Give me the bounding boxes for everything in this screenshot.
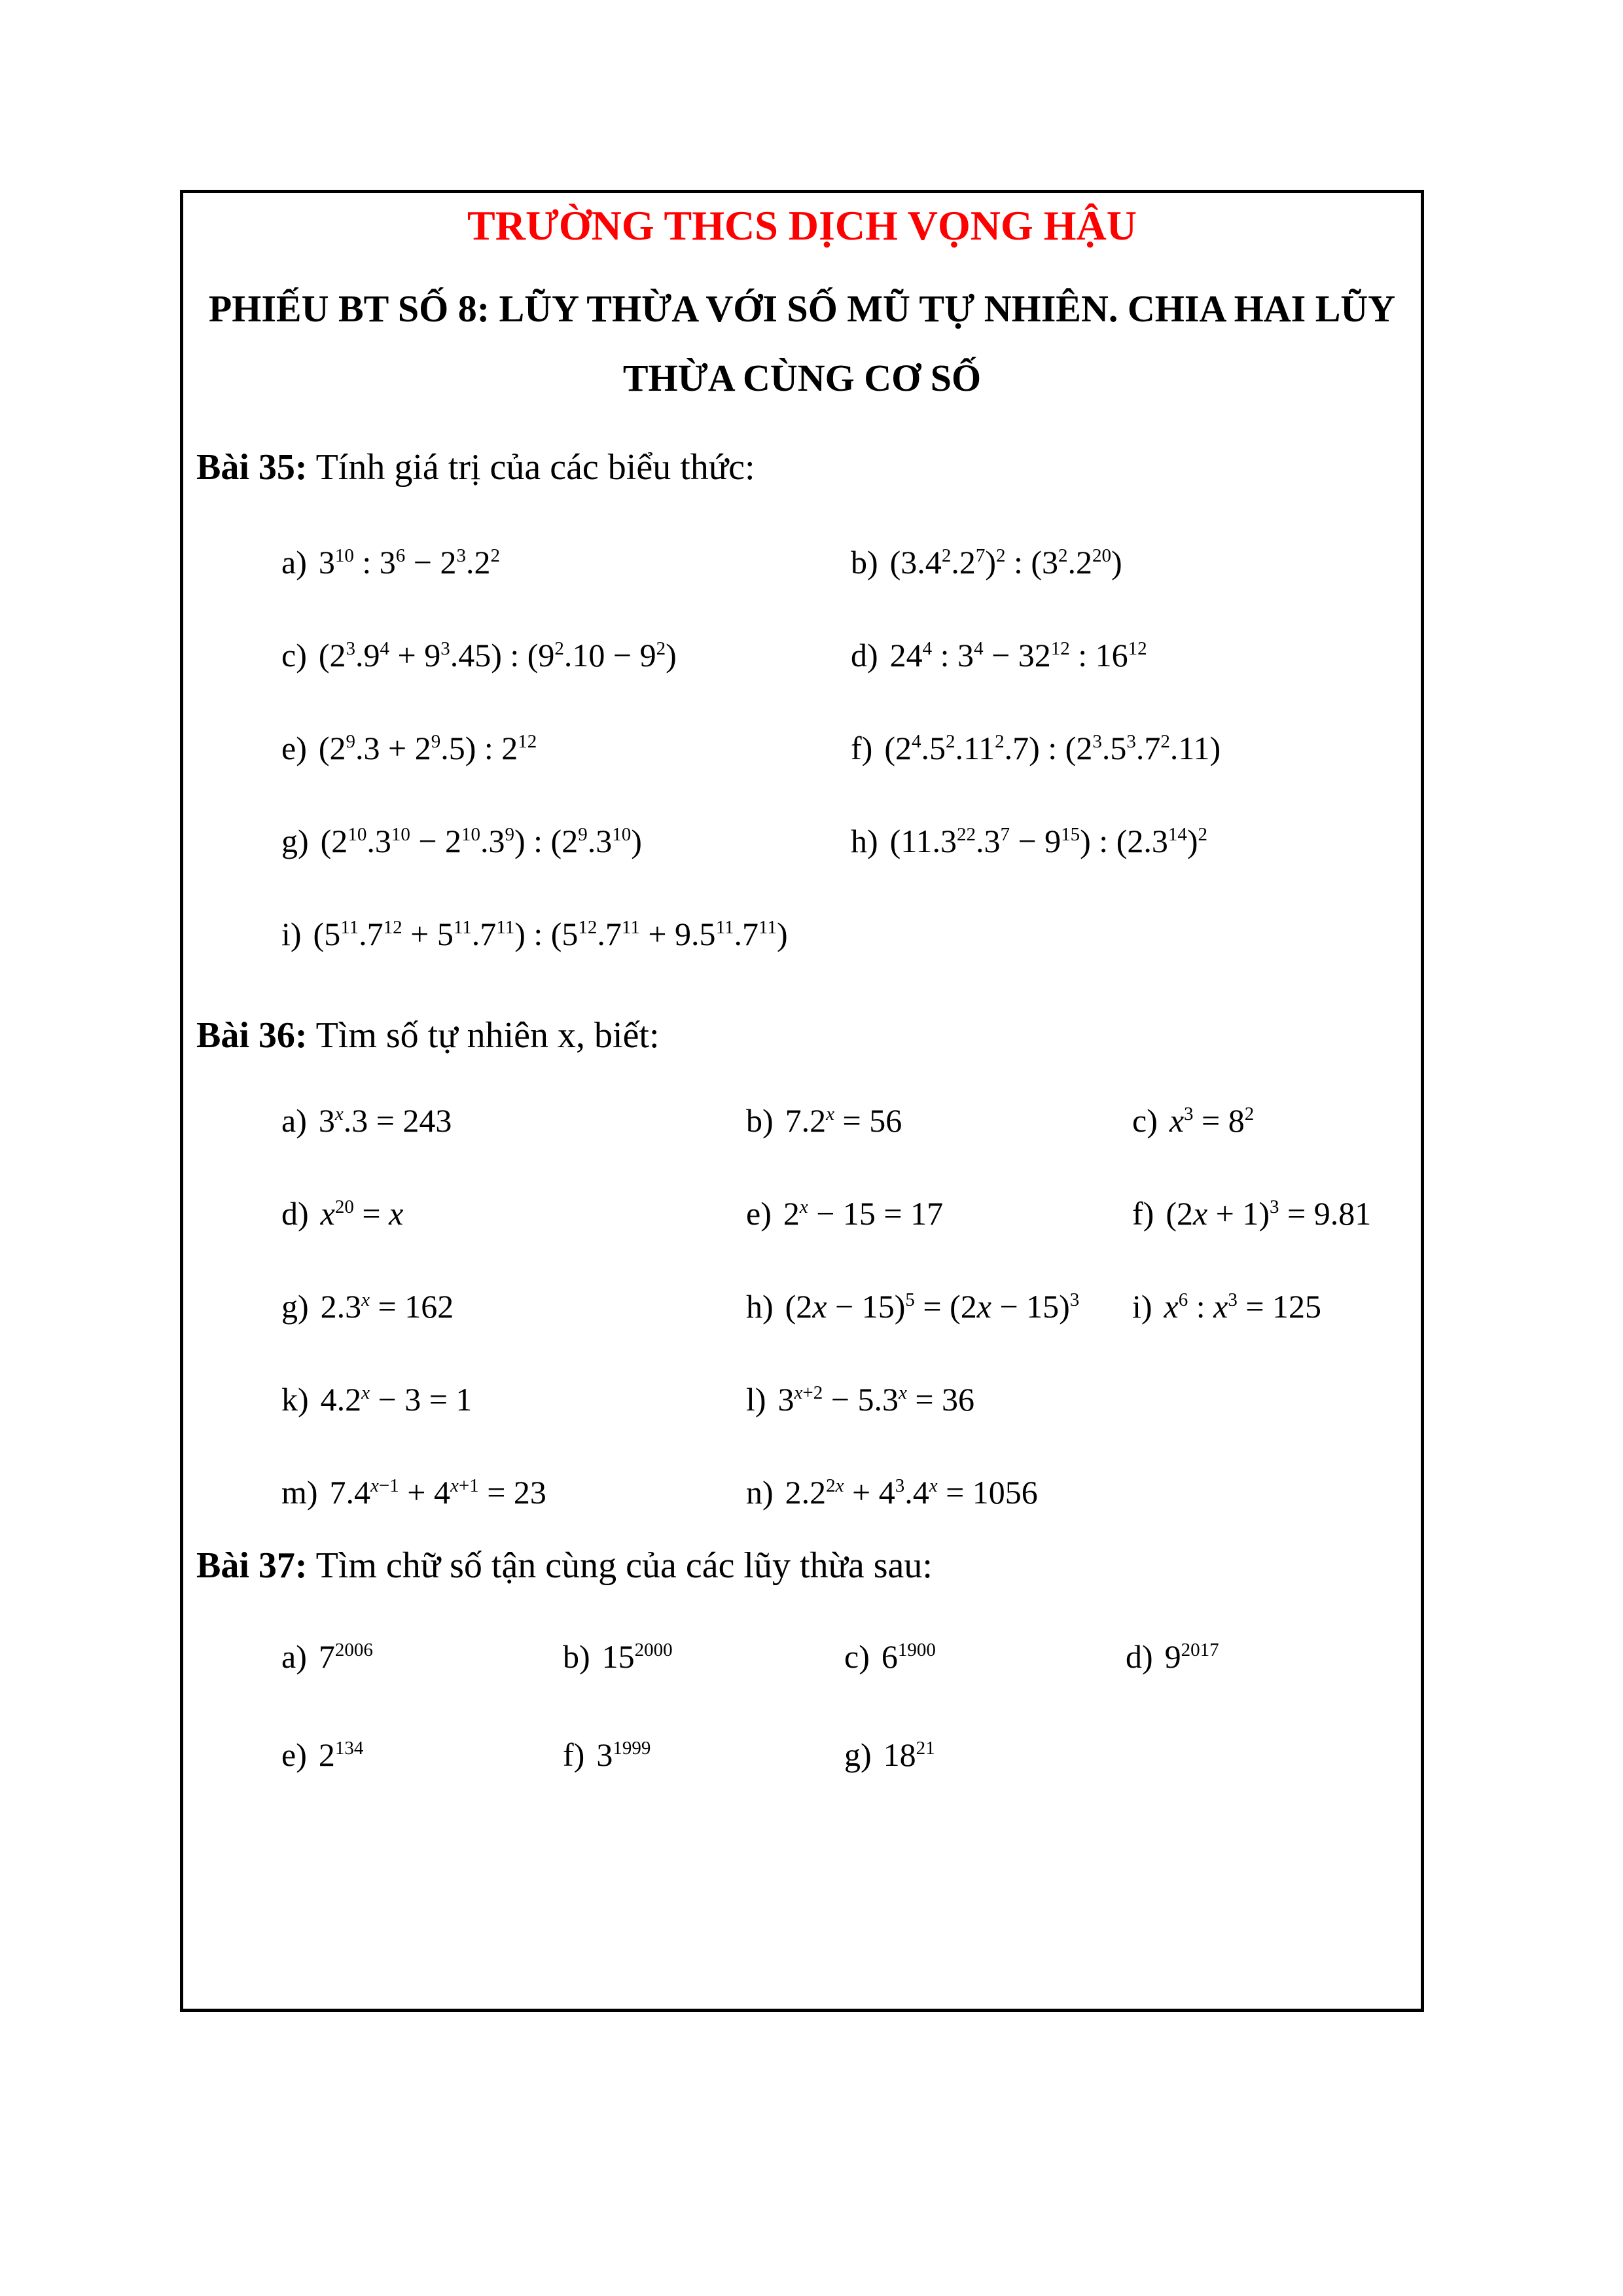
math-expression: $x^6$ : $x^3 = 125$ <box>1164 1288 1322 1325</box>
exercise-item-l <box>648 1380 1034 1418</box>
exercise-row <box>183 1607 1421 1706</box>
math-expression: $15^{2000}$ <box>601 1638 673 1675</box>
exercise-item-d <box>1027 1638 1421 1676</box>
worksheet-heading <box>183 274 1421 413</box>
math-expression: $3^{x+2} - 5.3^x = 36$ <box>777 1381 975 1418</box>
math-expression: $(3.4^2.2^7)^2$ : $(3^2.2^{20})$ <box>889 544 1122 581</box>
item-label: h) <box>746 1288 774 1325</box>
item-label: k) <box>281 1381 309 1418</box>
math-expression: $(5^{11}.7^{12} + 5^{11}.7^{11})$ : $(5^{12}.7^{11} + 9.5^{11}.7^{11})$ <box>313 916 788 952</box>
item-label: b) <box>563 1638 590 1675</box>
math-expression: $x^{20} = x$ <box>320 1195 404 1232</box>
problem-items <box>183 516 1421 980</box>
math-expression: $(2x + 1)^3 = 9.81$ <box>1166 1195 1372 1232</box>
item-label: f) <box>563 1736 585 1773</box>
exercise-item-f <box>753 729 1421 767</box>
math-expression: $3^{10}$ : $3^6 - 2^3.2^2$ <box>318 544 500 581</box>
math-expression: $(2x - 15)^5 = (2x - 15)^3$ <box>785 1288 1080 1325</box>
exercise-item-f <box>1034 1194 1421 1232</box>
item-label: e) <box>281 1736 307 1773</box>
item-label: c) <box>281 637 307 673</box>
item-label: d) <box>1126 1638 1153 1675</box>
exercise-row <box>183 888 1421 980</box>
item-label: d) <box>281 1195 309 1232</box>
item-label: h) <box>851 823 878 859</box>
exercise-item-d <box>183 1194 648 1232</box>
exercise-row <box>183 1706 1421 1804</box>
item-label: e) <box>281 730 307 766</box>
exercise-item-f <box>465 1736 746 1774</box>
math-expression: $4.2^x - 3 = 1$ <box>320 1381 473 1418</box>
math-expression: $7.4^{x-1} + 4^{x+1} = 23$ <box>329 1474 546 1511</box>
math-expression: $9^{2017}$ <box>1164 1638 1219 1675</box>
exercise-row <box>183 795 1421 888</box>
math-expression: $2.3^x = 162$ <box>320 1288 454 1325</box>
document-border <box>180 190 1424 2012</box>
exercise-item-b <box>465 1638 746 1676</box>
exercise-item-a <box>183 1102 648 1139</box>
item-label: g) <box>281 823 309 859</box>
problem-title: Bài 35: <box>196 447 308 488</box>
item-label: g) <box>281 1288 309 1325</box>
math-expression: $7^{2006}$ <box>318 1638 373 1675</box>
exercise-item-g <box>183 822 753 860</box>
math-expression: $2.2^{2x} + 4^3.4^x = 1056$ <box>785 1474 1038 1511</box>
math-expression: $(2^9.3 + 2^9.5)$ : $2^{12}$ <box>318 730 537 766</box>
exercise-item-a <box>183 1638 465 1676</box>
school-title: TRƯỜNG THCS DỊCH VỌNG HẬU <box>467 202 1137 249</box>
math-expression: $2^{134}$ <box>318 1736 364 1773</box>
exercise-item-h <box>648 1287 1080 1325</box>
item-label: f) <box>1132 1195 1154 1232</box>
math-expression: $3^{1999}$ <box>596 1736 651 1773</box>
exercise-item-e <box>183 1736 465 1774</box>
exercise-row <box>183 702 1421 795</box>
problem-prompt: Tìm số tự nhiên x, biết: <box>315 1015 660 1056</box>
math-expression: $(11.3^{22}.3^7 - 9^{15})$ : $(2.3^{14})^2$ <box>889 823 1208 859</box>
exercise-item-c <box>746 1638 1027 1676</box>
item-label: a) <box>281 1102 307 1139</box>
problem-title: Bài 36: <box>196 1015 308 1056</box>
exercise-item-b <box>648 1102 1034 1139</box>
problem-header <box>183 1010 1421 1061</box>
item-label: f) <box>851 730 873 766</box>
item-label: g) <box>844 1736 872 1773</box>
math-expression: $(2^{10}.3^{10} - 2^{10}.3^9)$ : $(2^9.3^{10})$ <box>320 823 642 859</box>
exercise-item-e <box>183 729 753 767</box>
worksheet-heading-line2: THỪA CÙNG CƠ SỐ <box>622 357 982 399</box>
item-label: b) <box>746 1102 774 1139</box>
exercise-item-c <box>1034 1102 1421 1139</box>
item-label: m) <box>281 1474 318 1511</box>
item-label: i) <box>1132 1288 1152 1325</box>
problem-bai-36 <box>183 1010 1421 1539</box>
problem-bai-35 <box>183 442 1421 980</box>
exercise-row <box>183 1167 1421 1260</box>
exercise-item-m <box>183 1473 648 1511</box>
exercise-item-g <box>746 1736 1027 1774</box>
item-label: i) <box>281 916 302 952</box>
item-label: c) <box>844 1638 870 1675</box>
exercise-item-b <box>753 543 1421 581</box>
math-expression: $2^x - 15 = 17$ <box>783 1195 944 1232</box>
math-expression: $(2^3.9^4 + 9^3.45)$ : $(9^2.10 - 9^2)$ <box>318 637 677 673</box>
item-label: c) <box>1132 1102 1158 1139</box>
exercise-item-k <box>183 1380 648 1418</box>
problem-items <box>183 1607 1421 1804</box>
exercise-row <box>183 516 1421 609</box>
item-label: l) <box>746 1381 766 1418</box>
problem-prompt: Tìm chữ số tận cùng của các lũy thừa sau: <box>315 1545 933 1586</box>
item-label: d) <box>851 637 878 673</box>
exercise-item-n <box>648 1473 1038 1511</box>
math-expression: $7.2^x = 56$ <box>785 1102 902 1139</box>
math-expression: $24^4$ : $3^4 - 32^{12}$ : $16^{12}$ <box>889 637 1147 673</box>
item-label: a) <box>281 544 307 581</box>
exercise-row <box>183 1074 1421 1167</box>
exercise-item-g <box>183 1287 648 1325</box>
exercise-item-i <box>183 915 788 953</box>
math-expression: $(2^4.5^2.11^2.7)$ : $(2^3.5^3.7^2.11)$ <box>884 730 1221 766</box>
problem-header <box>183 442 1421 493</box>
exercise-row <box>183 1446 1421 1539</box>
exercise-row <box>183 1353 1421 1446</box>
math-expression: $3^x.3 = 243$ <box>318 1102 452 1139</box>
problem-prompt: Tính giá trị của các biểu thức: <box>315 447 755 488</box>
exercise-item-i <box>1034 1287 1421 1325</box>
item-label: n) <box>746 1474 774 1511</box>
exercise-item-c <box>183 636 753 674</box>
problem-header <box>183 1540 1421 1591</box>
exercise-item-a <box>183 543 753 581</box>
worksheet-heading-line1: PHIẾU BT SỐ 8: LŨY THỪA VỚI SỐ MŨ TỰ NHIÊN. CHIA HAI LŨY <box>208 287 1396 330</box>
exercise-item-h <box>753 822 1421 860</box>
item-label: b) <box>851 544 878 581</box>
exercise-item-e <box>648 1194 1034 1232</box>
problem-bai-37 <box>183 1540 1421 1804</box>
math-expression: $18^{21}$ <box>883 1736 935 1773</box>
item-label: a) <box>281 1638 307 1675</box>
exercise-row <box>183 1260 1421 1353</box>
problem-items <box>183 1074 1421 1539</box>
math-expression: $6^{1900}$ <box>881 1638 936 1675</box>
exercise-item-d <box>753 636 1421 674</box>
math-expression: $x^3 = 8^2$ <box>1169 1102 1255 1139</box>
item-label: e) <box>746 1195 772 1232</box>
exercise-row <box>183 609 1421 702</box>
problem-title: Bài 37: <box>196 1545 308 1586</box>
